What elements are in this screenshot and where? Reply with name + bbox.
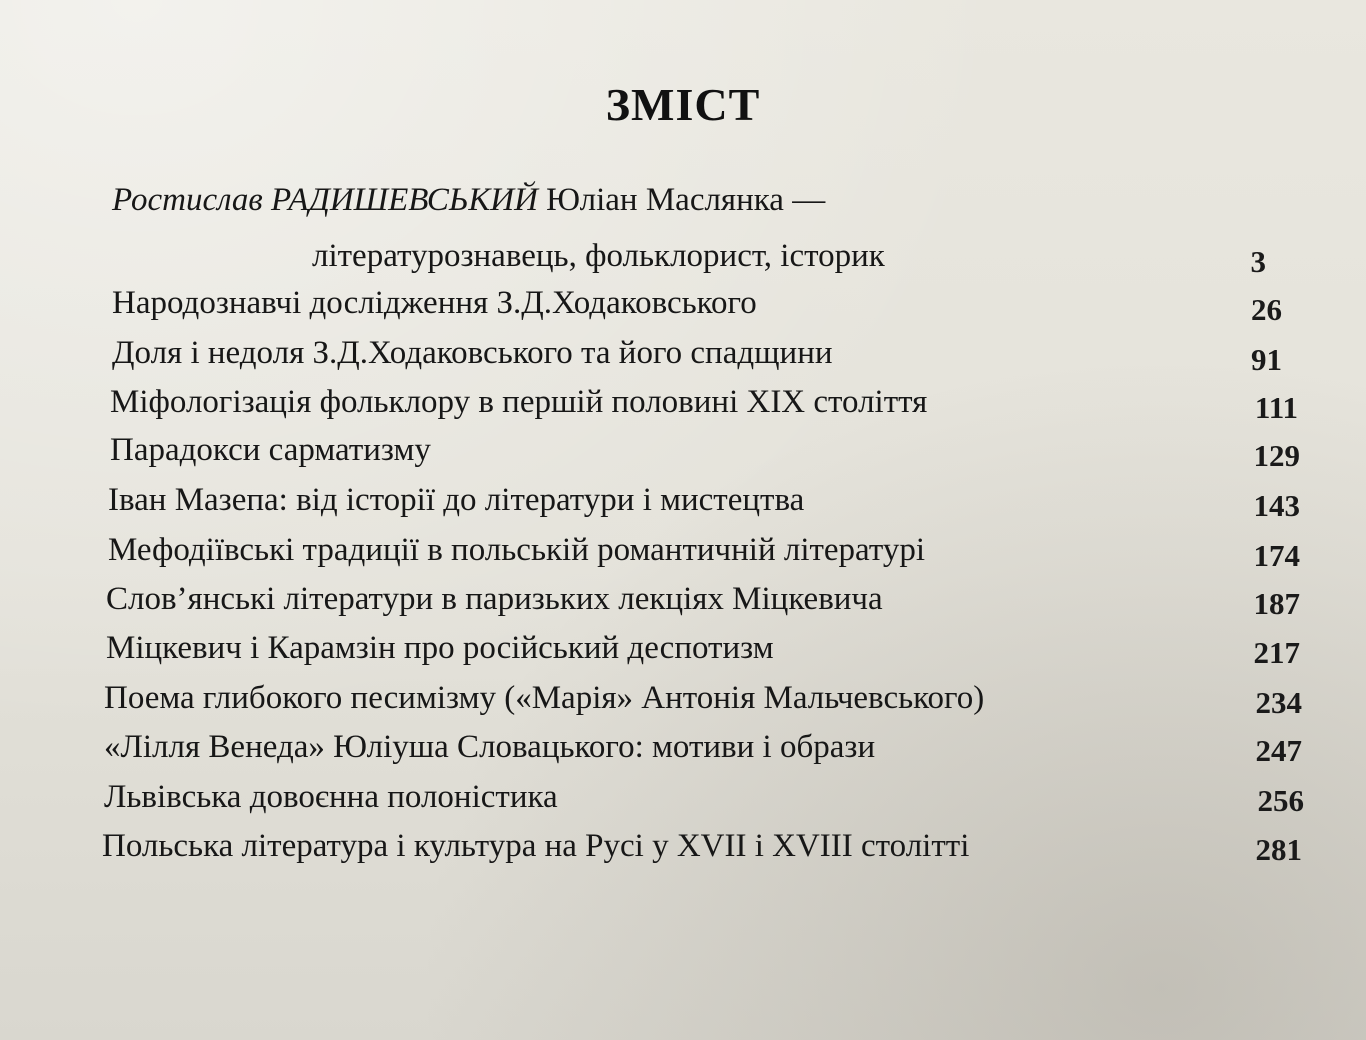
toc-entry-page-number: 174: [1253, 538, 1300, 573]
toc-entry-page-number: 26: [1251, 292, 1282, 327]
toc-entry-page-number: 111: [1254, 390, 1298, 425]
toc-entry-title: Польська література і культура на Русі у XVII і XVIII столітті: [102, 828, 970, 864]
toc-entry-page-number: 247: [1255, 733, 1302, 768]
toc-entry-title: Поема глибокого песимізму («Марія» Антонія Мальчевського): [104, 680, 985, 716]
toc-entry-title: Мефодіївські традиції в польській романтичній літературі: [108, 532, 926, 568]
toc-entry-title: Міфологізація фольклору в першій половині XIX століття: [110, 384, 928, 420]
toc-entry-title: Міцкевич і Карамзін про російський деспотизм: [106, 630, 774, 666]
toc-entry-page-number: 217: [1253, 635, 1300, 670]
toc-entry-page-number: 256: [1257, 783, 1304, 818]
page-title: ЗМІСТ: [605, 79, 761, 130]
toc-entry-title: «Лілля Венеда» Юліуша Словацького: мотиви і образи: [104, 729, 876, 765]
toc-entry-title-continuation: літературознавець, фольклорист, історик: [312, 238, 885, 274]
toc-entry-page-number: 91: [1251, 342, 1282, 377]
toc-entry-title: Іван Мазепа: від історії до літератури і мистецтва: [108, 482, 805, 518]
toc-entry-title: Народознавчі дослідження З.Д.Ходаковського: [112, 285, 757, 321]
toc-entry-title: Слов’янські літератури в паризьких лекціях Міцкевича: [106, 581, 883, 617]
toc-entry-page-number: 3: [1250, 244, 1266, 279]
toc-entry-title: Доля і недоля З.Д.Ходаковського та його спадщини: [112, 335, 833, 371]
toc-entry-page-number: 281: [1255, 832, 1302, 867]
toc-entry-title: Юліан Маслянка —: [546, 182, 826, 218]
toc-entry-page-number: 143: [1253, 488, 1300, 523]
toc-entry-author: Ростислав РАДИШЕВСЬКИЙ: [112, 182, 538, 218]
toc-entry-page-number: 234: [1255, 685, 1302, 720]
toc-entry-first-line: [112, 182, 825, 219]
toc-entry-title: Парадокси сарматизму: [110, 432, 431, 468]
toc-entry-title: Львівська довоєнна полоністика: [104, 779, 558, 815]
toc-entry-page-number: 187: [1253, 586, 1300, 621]
toc-entry-page-number: 129: [1253, 438, 1300, 473]
